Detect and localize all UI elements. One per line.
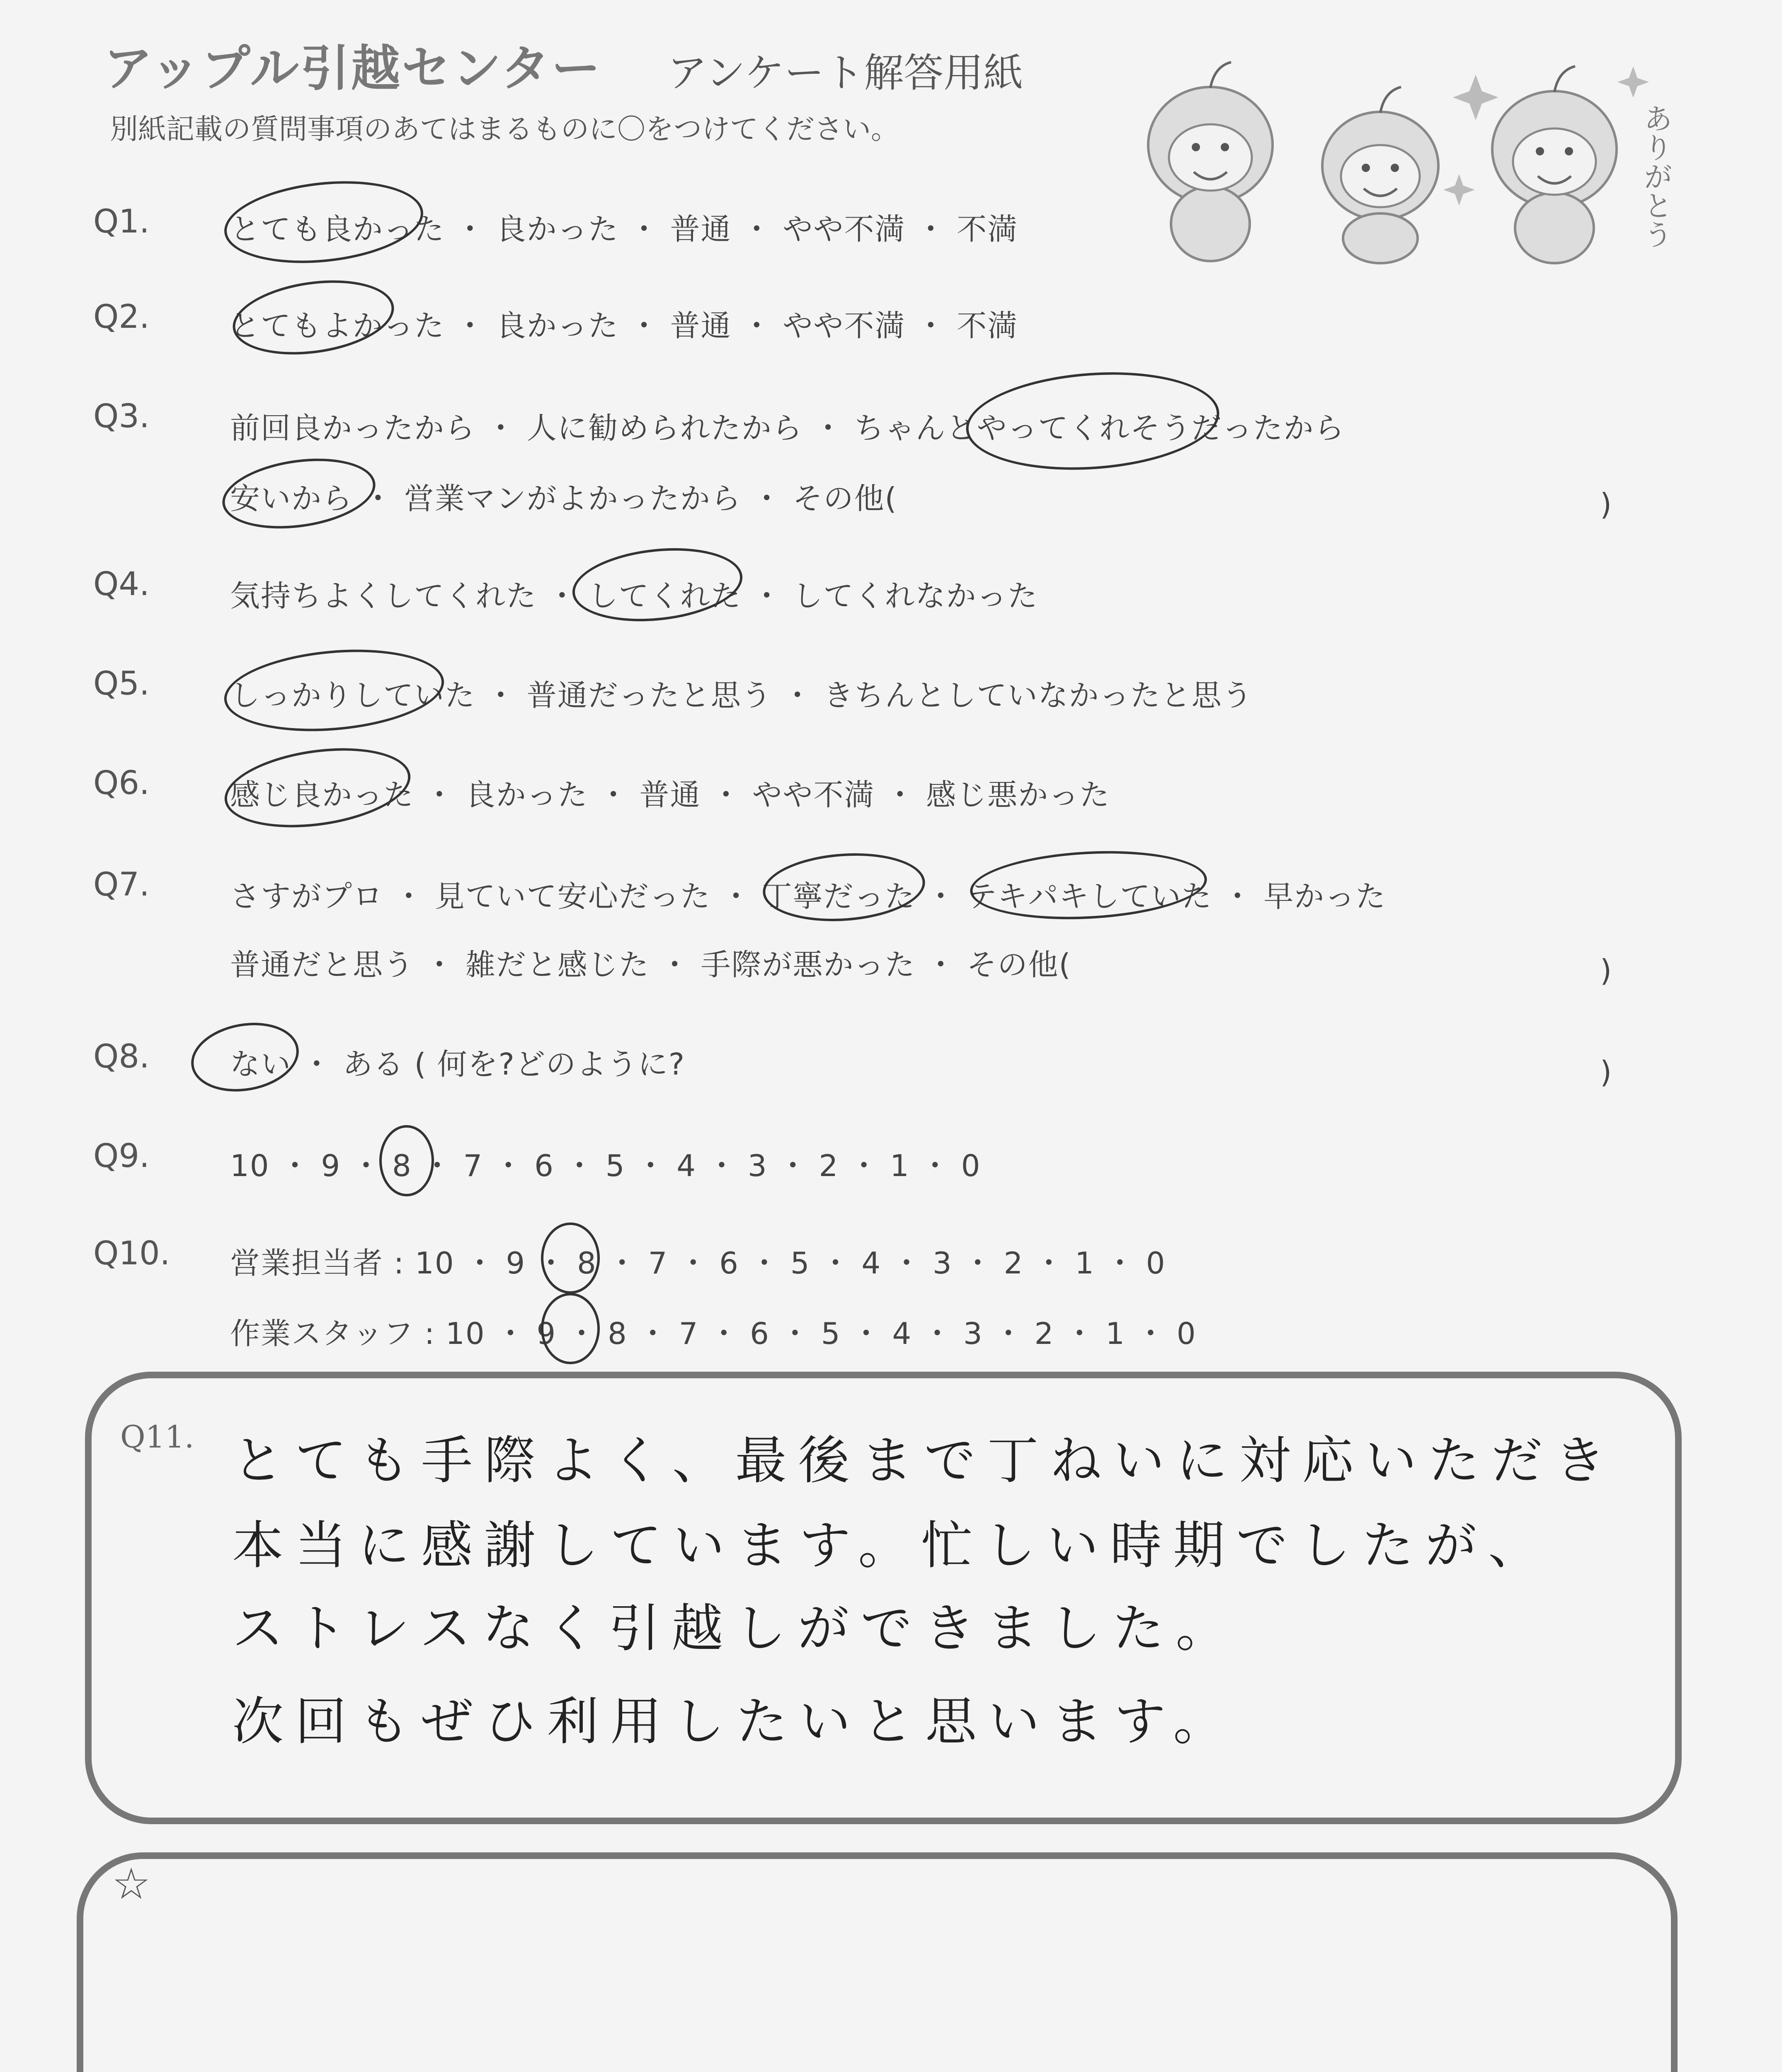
- q10-label: Q10.: [93, 1235, 170, 1272]
- q3-options-line2[interactable]: 安いから ・ 営業マンがよかったから ・ その他(: [230, 481, 897, 516]
- company-title: アップル引越センター: [104, 40, 602, 97]
- answer-circle-mark: [220, 737, 416, 838]
- q3-paren-close: ): [1600, 487, 1612, 522]
- q8-options[interactable]: ない ・ ある ( 何を?どのように?: [230, 1047, 686, 1082]
- q2-options[interactable]: とてもよかった ・ 良かった ・ 普通 ・ やや不満 ・ 不満: [230, 308, 1018, 343]
- q4-options[interactable]: 気持ちよくしてくれた ・ してくれた ・ してくれなかった: [230, 579, 1038, 613]
- q5-label: Q5.: [93, 665, 150, 702]
- answer-circle-mark: [218, 450, 380, 537]
- monkey-mascots-illustration: [1119, 50, 1691, 265]
- answer-circle-mark: [220, 172, 427, 272]
- answer-circle-mark: [228, 271, 399, 364]
- q10-sales-scale[interactable]: 営業担当者 : 10 ・ 9 ・ 8 ・ 7 ・ 6 ・ 5 ・ 4 ・ 3 ・ 2 ・ 1 ・ 0: [230, 1246, 1166, 1280]
- q9-label: Q9.: [93, 1138, 150, 1175]
- answer-circle-mark: [186, 1014, 304, 1099]
- answer-circle-mark: [221, 641, 448, 740]
- q8-paren-close: ): [1600, 1055, 1612, 1089]
- q1-label: Q1.: [93, 203, 150, 240]
- q11-label: Q11.: [120, 1419, 194, 1455]
- q7-options-line2[interactable]: 普通だと思う ・ 雑だと感じた ・ 手際が悪かった ・ その他(: [230, 947, 1072, 982]
- q10-staff-scale[interactable]: 作業スタッフ : 10 ・ 9 ・ 8 ・ 7 ・ 6 ・ 5 ・ 4 ・ 3 ・ 2 ・ 1 ・ 0: [230, 1316, 1197, 1351]
- answer-circle-mark: [963, 364, 1223, 478]
- star-icon: ☆: [112, 1859, 151, 1909]
- instruction-text: 別紙記載の質問事項のあてはまるものに〇をつけてください。: [110, 113, 899, 146]
- q3-label: Q3.: [93, 398, 150, 435]
- q8-label: Q8.: [93, 1038, 150, 1075]
- answer-circle-mark: [541, 1222, 600, 1294]
- q7-options-line1[interactable]: さすがプロ ・ 見ていて安心だった ・ 丁寧だった ・ テキパキしていた ・ 早かった: [230, 879, 1387, 914]
- q6-label: Q6.: [93, 765, 150, 802]
- q11-answer-line-4: 次回もぜひ利用したいと思います。: [232, 1692, 1236, 1752]
- answer-circle-mark: [379, 1125, 434, 1196]
- q6-options[interactable]: 感じ良かった ・ 良かった ・ 普通 ・ やや不満 ・ 感じ悪かった: [230, 777, 1110, 812]
- q3-options-line1[interactable]: 前回良かったから ・ 人に勧められたから ・ ちゃんとやってくれそうだったから: [230, 411, 1345, 445]
- answer-circle-mark: [569, 540, 746, 629]
- q2-label: Q2.: [93, 298, 150, 336]
- arigatou-caption: ありがとう: [1639, 104, 1673, 249]
- answer-circle-mark: [541, 1293, 600, 1364]
- q11-answer-line-3: ストレスなく引越しができました。: [232, 1599, 1239, 1658]
- q9-scale[interactable]: 10 ・ 9 ・ 8 ・ 7 ・ 6 ・ 5 ・ 4 ・ 3 ・ 2 ・ 1 ・ 0: [230, 1148, 981, 1183]
- q5-options[interactable]: しっかりしていた ・ 普通だったと思う ・ きちんとしていなかったと思う: [230, 678, 1253, 713]
- q11-answer-line-1: とても手際よく、最後まで丁ねいに対応いただき: [232, 1431, 1617, 1491]
- q4-label: Q4.: [93, 566, 150, 603]
- q1-options[interactable]: とても良かった ・ 良かった ・ 普通 ・ やや不満 ・ 不満: [230, 212, 1018, 247]
- star-comment-box: [77, 1852, 1678, 2072]
- q7-label: Q7.: [93, 866, 150, 903]
- q7-paren-close: ): [1600, 953, 1612, 988]
- form-subtitle: アンケート解答用紙: [667, 50, 1023, 96]
- q11-answer-line-2: 本当に感謝しています。忙しい時期でしたが、: [232, 1516, 1552, 1576]
